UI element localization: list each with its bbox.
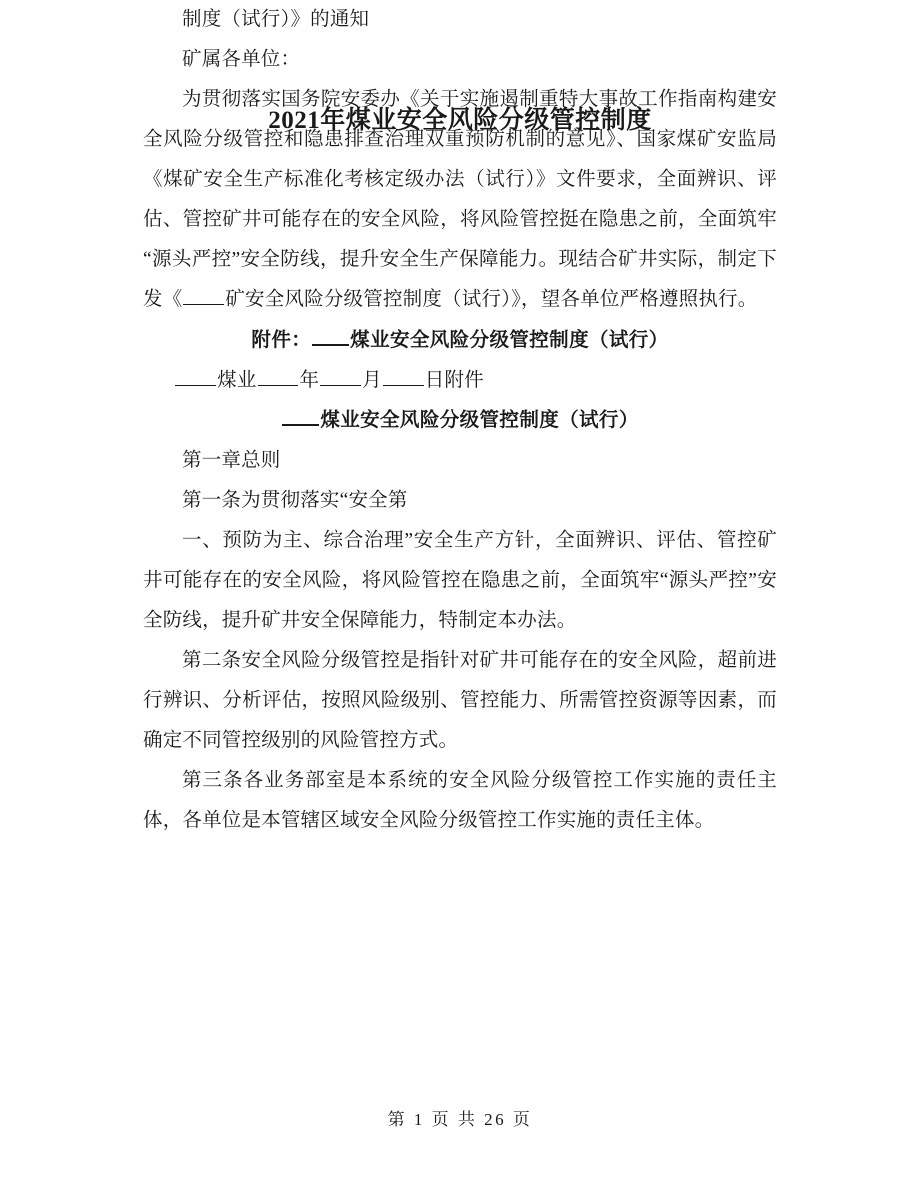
fill-blank-company: [175, 366, 216, 387]
footer-page-number: 1: [413, 1110, 425, 1129]
page-title: 2021年煤业安全风险分级管控制度: [268, 107, 652, 134]
footer-page-unit-1: 页: [431, 1110, 452, 1129]
document-subheading-text: 煤业安全风险分级管控制度（试行）: [320, 410, 639, 431]
fill-blank-attachment-name: [312, 325, 349, 347]
signature-year-label: 年: [299, 370, 320, 391]
signature-date-line: [143, 361, 777, 401]
paragraph-salutation: 矿属各单位：: [182, 49, 301, 70]
attachment-heading-suffix: 煤业安全风险分级管控制度（试行）: [350, 330, 669, 351]
footer-total-pages: 26: [484, 1110, 507, 1129]
fill-blank-year: [258, 366, 299, 387]
fill-blank-doc-company: [282, 405, 319, 427]
fill-blank-month: [320, 366, 361, 387]
fill-blank-mine-name: [183, 285, 224, 306]
article-2: 第二条安全风险分级管控是指针对矿井可能存在的安全风险，超前进行辨识、分析评估，按照风险级别、管控能力、所需管控资源等因素，而确定不同管控级别的风险管控方式。: [143, 650, 777, 751]
document-subheading: [143, 401, 777, 441]
article-3: 第三条各业务部室是本系统的安全风险分级管控工作实施的责任主体，各单位是本管辖区域安全风险分级管控工作实施的责任主体。: [143, 770, 777, 831]
article-1-line-b: 一、预防为主、综合治理”安全生产方针，全面辨识、评估、管控矿井可能存在的安全风险，将风险管控在隐患之前，全面筑牢“源头严控”安全防线，提升矿井安全保障能力，特制定本办法。: [143, 530, 777, 631]
signature-day-label: 日附件: [424, 370, 484, 391]
paragraph-notice-title-tail: 制度（试行）》的通知: [182, 9, 370, 30]
preamble-text-part2: 矿安全风险分级管控制度（试行）》，望各单位严格遵照执行。: [225, 289, 758, 310]
signature-month-label: 月: [362, 370, 382, 391]
article-1-line-a: 第一条为贯彻落实“安全第: [182, 490, 408, 511]
signature-company-label: 煤业: [217, 370, 257, 391]
page-footer: [0, 1108, 920, 1132]
footer-page-prefix: 第: [387, 1110, 408, 1129]
attachment-heading: [143, 321, 777, 361]
document-body: [143, 0, 777, 841]
footer-page-unit-2: 页: [512, 1110, 533, 1129]
fill-blank-day: [383, 366, 424, 387]
paragraph-preamble: [143, 80, 777, 320]
attachment-heading-prefix: 附件：: [251, 330, 312, 351]
chapter-heading: 第一章总则: [182, 450, 281, 471]
preamble-text-part1: 为贯彻落实国务院安委办《关于实施遏制重特大事故工作指南构建安全风险分级管控和隐患排查治理双重预防机制的意见》、国家煤矿安监局《煤矿安全生产标准化考核定级办法（试行）》文件要求，全面辨识、评估、管控矿井可能存在的安全风险，将风险管控挺在隐患之前，全面筑牢“源头严控”安全防线，提升安全生产保障能力。现结合矿井实际，制定下发《: [143, 89, 777, 310]
footer-total-prefix: 共: [457, 1110, 478, 1129]
